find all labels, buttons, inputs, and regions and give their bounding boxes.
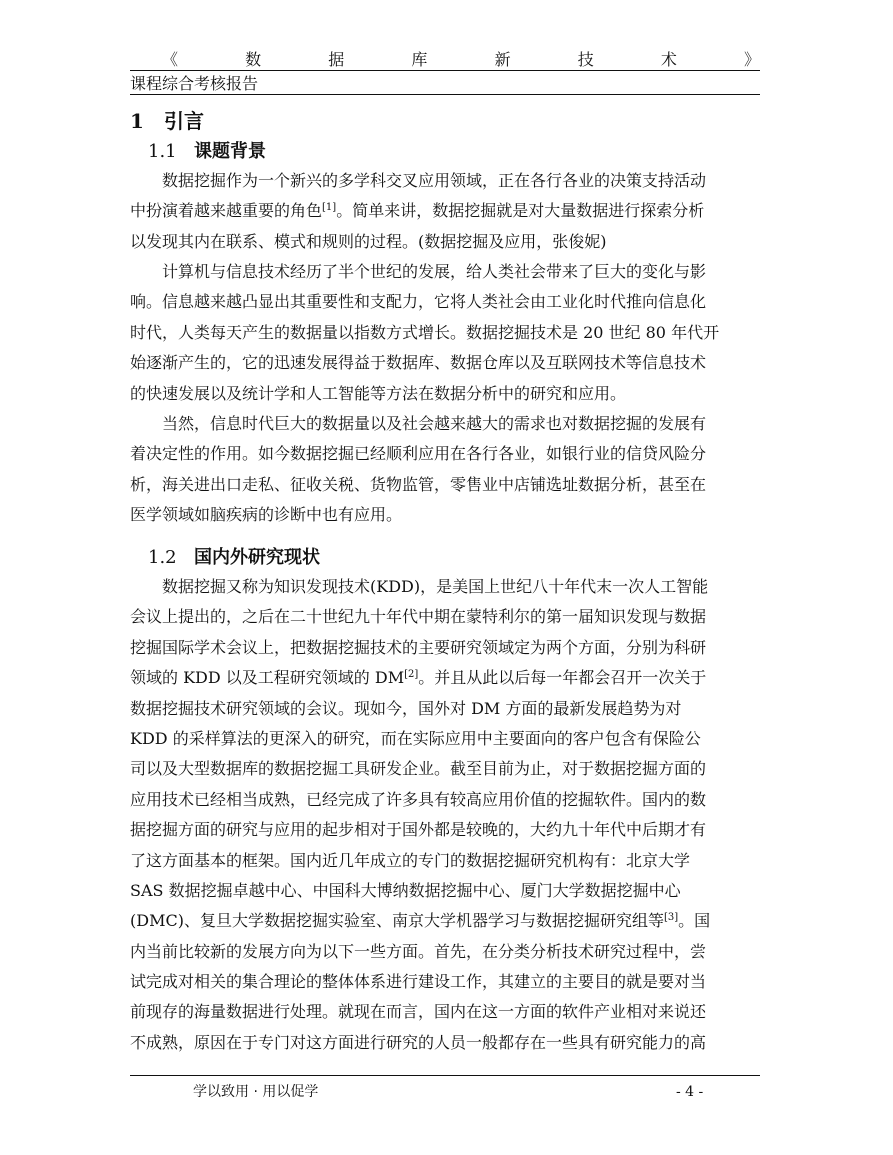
citation: [3] — [663, 912, 679, 924]
citation: [1] — [322, 202, 337, 214]
paragraph-line: 时代，人类每天产生的数据量以指数方式增长。数据挖掘技术是 20 世纪 80 年代开 — [130, 322, 720, 342]
paragraph-line: 中扮演着越来越重要的角色 — [130, 201, 323, 221]
subsection-number: 1.1 — [148, 141, 177, 162]
header-title-char: 》 — [743, 50, 760, 69]
paragraph-line: 响。信息越来越凸显出其重要性和支配力，它将人类社会由工业化时代推向信息化 — [130, 292, 707, 312]
paragraph-line: 前现存的海量数据进行处理。就现在而言，国内在这一方面的软件产业相对来说还 — [130, 1002, 707, 1022]
paragraph-line: 析，海关进出口走私、征收关税、货物监管，零售业中店铺选址数据分析，甚至在 — [130, 474, 707, 494]
paragraph-line: 始逐渐产生的，它的迅速发展得益于数据库、数据仓库以及互联网技术等信息技术 — [130, 353, 707, 373]
header-title-char: 技 — [577, 50, 594, 69]
header-rule-bottom — [130, 94, 760, 95]
subsection-number: 1.2 — [148, 547, 177, 568]
paragraph-line: 挖掘国际学术会议上，把数据挖掘技术的主要研究领域定为两个方面，分别为科研 — [130, 637, 707, 657]
paragraph — [130, 572, 762, 1058]
header-title-char: 库 — [411, 50, 428, 69]
paragraph-line: 了这方面基本的框架。国内近几年成立的专门的数据挖掘研究机构有：北京大学 — [130, 850, 691, 870]
paragraph — [130, 257, 762, 409]
subsection-title: 国内外研究现状 — [194, 547, 320, 568]
section-heading — [130, 106, 204, 136]
paragraph — [130, 166, 762, 257]
footer-motto: 学以致用 · 用以促学 — [193, 1084, 319, 1100]
paragraph-line: 会议上提出的，之后在二十世纪九十年代中期在蒙特利尔的第一届知识发现与数据 — [130, 607, 707, 627]
paragraph-line: 的快速发展以及统计学和人工智能等方法在数据分析中的研究和应用。 — [130, 383, 627, 403]
footer-rule — [130, 1075, 760, 1076]
paragraph-line: (DMC)、复旦大学数据挖掘实验室、南京大学机器学习与数据挖掘研究组等 — [130, 911, 664, 931]
header-title-char: 《 — [162, 50, 179, 69]
paragraph-line: 数据挖掘技术研究领域的会议。现如今，国外对 DM 方面的最新发展趋势为对 — [130, 698, 682, 718]
paragraph-line: 领域的 KDD 以及工程研究领域的 DM — [130, 668, 405, 688]
paragraph-line: 内当前比较新的发展方向为以下一些方面。首先，在分类分析技术研究过程中，尝 — [130, 941, 707, 961]
subsection-heading — [148, 545, 320, 571]
header-title-char: 数 — [245, 50, 262, 69]
paragraph-line: 医学领域如脑疾病的诊断中也有应用。 — [130, 505, 403, 525]
paragraph-line: 着决定性的作用。如今数据挖掘已经顺利应用在各行各业，如银行业的信贷风险分 — [130, 444, 707, 464]
section-title: 引言 — [164, 109, 204, 133]
citation: [2] — [404, 669, 419, 681]
paragraph-line: 司以及大型数据库的数据挖掘工具研发企业。截至目前为止，对于数据挖掘方面的 — [130, 759, 707, 779]
section-number: 1 — [130, 109, 144, 133]
paragraph-line: 以发现其内在联系、模式和规则的过程。(数据挖掘及应用，张俊妮) — [130, 231, 607, 251]
paragraph-line: 不成熟，原因在于专门对这方面进行研究的人员一般都存在一些具有研究能力的高 — [130, 1032, 707, 1052]
header-title-char: 术 — [660, 50, 677, 69]
paragraph-line: 计算机与信息技术经历了半个世纪的发展，给人类社会带来了巨大的变化与影 — [162, 262, 707, 281]
paragraph-line: SAS 数据挖掘卓越中心、中国科大博纳数据挖掘中心、厦门大学数据挖掘中心 — [130, 880, 681, 900]
paragraph-line: 当然，信息时代巨大的数据量以及社会越来越大的需求也对数据挖掘的发展有 — [162, 414, 707, 433]
paragraph-line: 据挖掘方面的研究与应用的起步相对于国外都是较晚的，大约九十年代中后期才有 — [130, 820, 707, 840]
header-title-char: 据 — [328, 50, 345, 69]
header-rule — [130, 70, 760, 71]
paragraph-line: 。国 — [678, 911, 711, 931]
page-number: - 4 - — [676, 1084, 704, 1100]
paragraph-line: 。简单来讲，数据挖掘就是对大量数据进行探索分析 — [336, 201, 705, 221]
paragraph-line: KDD 的采样算法的更深入的研究，而在实际应用中主要面向的客户包含有保险公 — [130, 728, 701, 748]
paragraph-line: 试完成对相关的集合理论的整体体系进行建设工作，其建立的主要目的就是要对当 — [130, 972, 707, 992]
paragraph — [130, 409, 762, 531]
header-title — [162, 50, 760, 70]
paragraph-line: 应用技术已经相当成熟，已经完成了许多具有较高应用价值的挖掘软件。国内的数 — [130, 789, 707, 809]
subsection-heading — [148, 139, 266, 165]
paragraph-line: 数据挖掘又称为知识发现技术(KDD)，是美国上世纪八十年代末一次人工智能 — [162, 577, 709, 596]
paragraph-line: 。并且从此以后每一年都会召开一次关于 — [418, 668, 707, 688]
header-title-char: 新 — [494, 50, 511, 69]
paragraph-line: 数据挖掘作为一个新兴的多学科交叉应用领域，正在各行各业的决策支持活动 — [162, 171, 707, 190]
header-subtitle: 课程综合考核报告 — [130, 74, 259, 93]
subsection-title: 课题背景 — [194, 141, 266, 162]
